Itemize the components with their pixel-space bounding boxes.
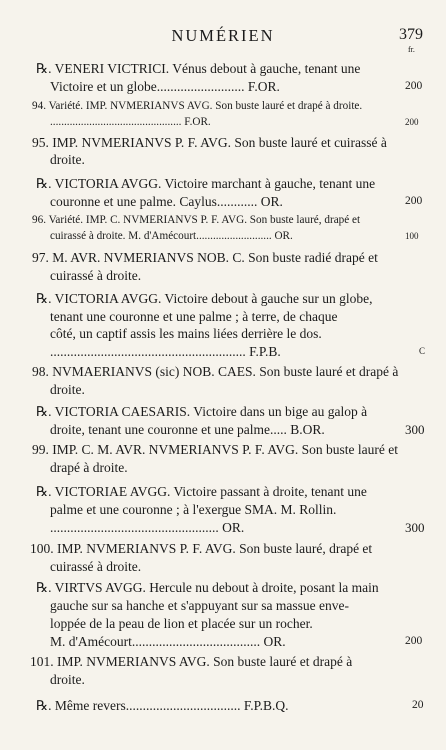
entry-line: cuirassé à droite. M. d'Amécourt........................... OR. [50, 230, 293, 242]
entry-line: 101. IMP. NVMERIANVS AVG. Son buste lauré et drapé à [30, 654, 353, 669]
entry-line: cuirassé à droite. [50, 268, 142, 283]
entry-line: 98. NVMAERIANVS (sic) NOB. CAES. Son buste lauré et drapé à [32, 364, 399, 379]
entry-line: couronne et une palme. Caylus............ OR. [50, 194, 283, 209]
entry-line: drapé à droite. [50, 460, 128, 475]
entry-line: cuirassé à droite. [50, 559, 142, 574]
entry-price: 20 [412, 699, 424, 711]
entry-line: 97. M. AVR. NVMERIANVS NOB. C. Son buste radié drapé et [32, 250, 378, 265]
entry-line: droite. [50, 672, 85, 687]
entry-price: C [419, 346, 426, 356]
entry-line: droite, tenant une couronne et une palme..... B.OR. [50, 422, 325, 437]
entry-line: 100. IMP. NVMERIANVS P. F. AVG. Son buste lauré, drapé et [30, 541, 373, 556]
entry-line: palme et une couronne ; à l'exergue SMA. M. Rollin. [50, 502, 337, 517]
price-column-abbrev: fr. [408, 45, 415, 54]
entry-line: droite. [50, 382, 85, 397]
entry-line: M. d'Amécourt...................................... OR. [50, 634, 286, 649]
entry-line: gauche sur sa hanche et s'appuyant sur sa massue enve- [50, 598, 349, 613]
entry-price: 200 [405, 80, 423, 92]
entry-line: ℞. Même revers.................................. F.P.B.Q. [36, 698, 289, 713]
entry-line: ℞. VICTORIAE AVGG. Victoire passant à droite, tenant une [36, 484, 367, 499]
entry-line: 95. IMP. NVMERIANVS P. F. AVG. Son buste lauré et cuirassé à [32, 135, 387, 150]
page-number: 379 [399, 26, 423, 43]
entry-line: ℞. VICTORIA AVGG. Victoire marchant à gauche, tenant une [36, 176, 376, 191]
entry-price: 200 [405, 635, 423, 647]
entry-line: .................................................. OR. [50, 520, 245, 535]
entry-line: côté, un captif assis les mains liées derrière le dos. [50, 326, 322, 341]
entry-price: 300 [405, 422, 425, 437]
entry-line: 99. IMP. C. M. AVR. NVMERIANVS P. F. AVG. Son buste lauré et [32, 442, 398, 457]
entry-price: 100 [405, 231, 419, 241]
entry-line: loppée de la peau de lion et placée sur un rocher. [50, 616, 313, 631]
entry-line: 96. Variété. IMP. C. NVMERIANVS P. F. AVG. Son buste lauré, drapé et [32, 214, 361, 226]
entry-price: 200 [405, 195, 423, 207]
entry-line: droite. [50, 152, 85, 167]
page-title: NUMÉRIEN [171, 26, 275, 45]
entry-line: Victoire et un globe.......................... F.OR. [50, 79, 280, 94]
entry-line: 94. Variété. IMP. NVMERIANVS AVG. Son buste lauré et drapé à droite. [32, 100, 363, 112]
entry-price: 200 [405, 117, 419, 127]
entry-line: ............................................... F.OR. [50, 116, 211, 128]
entry-price: 300 [405, 520, 425, 535]
entry-line: tenant une couronne et une palme ; à terre, de chaque [50, 309, 338, 324]
entry-line: ℞. VIRTVS AVGG. Hercule nu debout à droite, posant la main [36, 580, 379, 595]
entry-line: ℞. VICTORIA AVGG. Victoire debout à gauche sur un globe, [36, 291, 373, 306]
entry-line: .......................................................... F.P.B. [50, 344, 281, 359]
entry-line: ℞. VENERI VICTRICI. Vénus debout à gauche, tenant une [36, 61, 361, 76]
entry-line: ℞. VICTORIA CAESARIS. Victoire dans un bige au galop à [36, 404, 368, 419]
